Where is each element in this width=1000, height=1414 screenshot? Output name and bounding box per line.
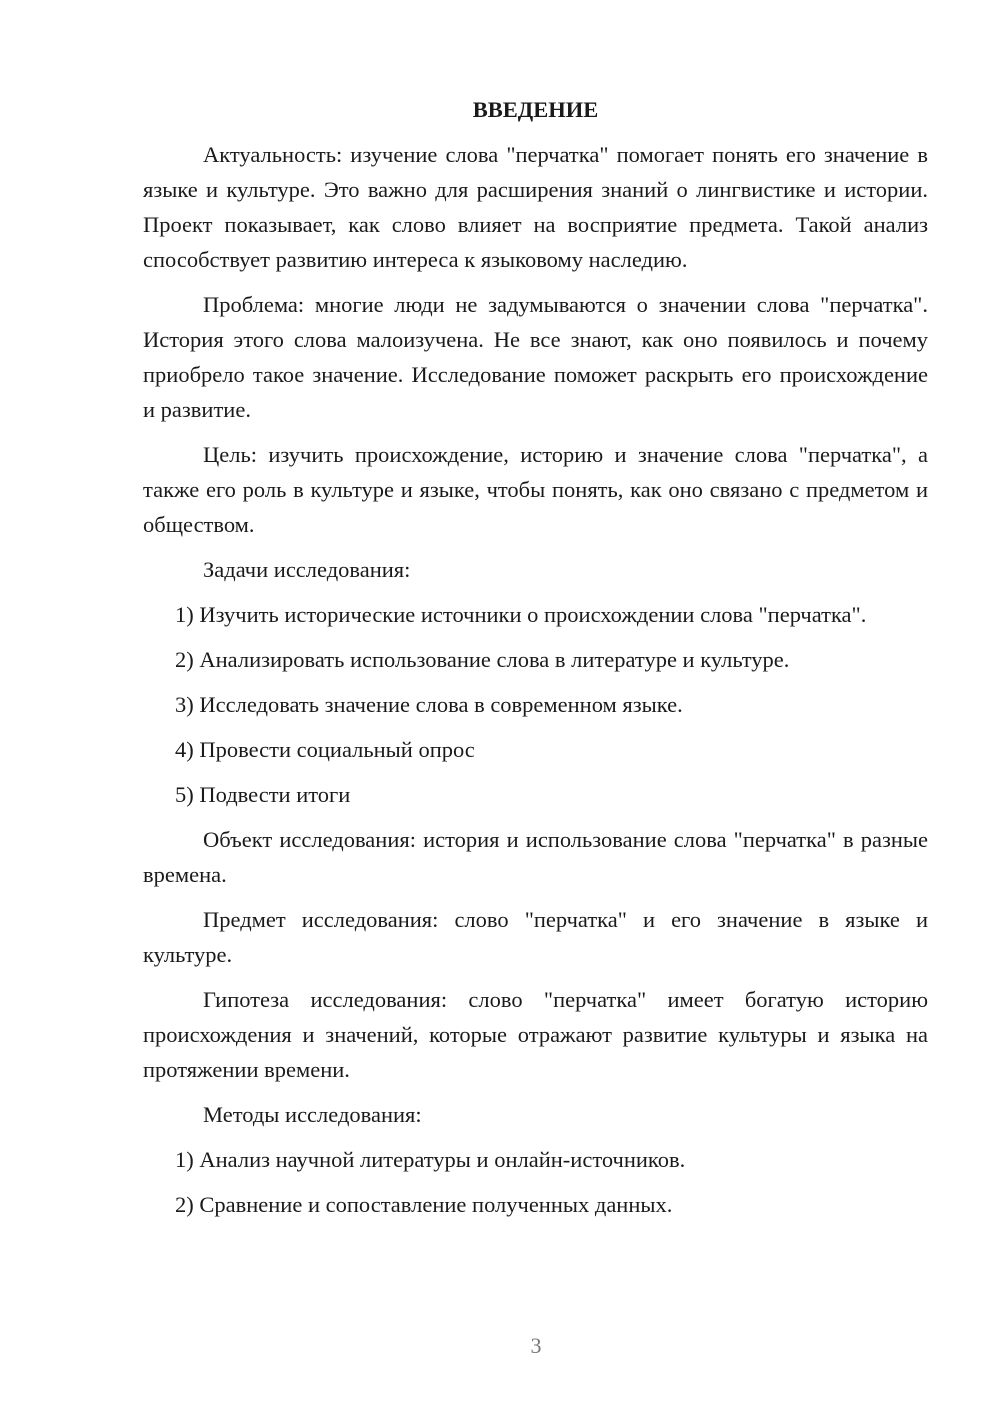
task-item: 2) Анализировать использование слова в литературе и культуре. — [175, 647, 790, 672]
methods-heading: Методы исследования: — [203, 1102, 422, 1127]
problem-paragraph: Проблема: многие люди не задумываются о значении слова "перчатка". История этого слова малоизучена. Не все знают, как оно появилось и почему приобрело такое значение. Исследование поможет раскрыть его происхождение и развитие. — [143, 292, 928, 422]
subject-paragraph: Предмет исследования: слово "перчатка" и его значение в языке и культуре. — [143, 907, 928, 967]
page-title: ВВЕДЕНИЕ — [472, 97, 599, 122]
relevance-paragraph: Актуальность: изучение слова "перчатка" помогает понять его значение в языке и культуре. Это важно для расширения знаний о лингвистике и истории. Проект показывает, как слово влияет на восприятие предмета. Такой анализ способствует развитию интереса к языковому наследию. — [143, 142, 928, 272]
tasks-heading: Задачи исследования: — [203, 557, 411, 582]
hypothesis-paragraph: Гипотеза исследования: слово "перчатка" имеет богатую историю происхождения и значений, которые отражают развитие культуры и языка на протяжении времени. — [143, 987, 928, 1082]
task-item: 3) Исследовать значение слова в современном языке. — [175, 692, 683, 717]
goal-paragraph: Цель: изучить происхождение, историю и значение слова "перчатка", а также его роль в культуре и языке, чтобы понять, как оно связано с предметом и обществом. — [143, 442, 928, 537]
task-item: 4) Провести социальный опрос — [175, 737, 475, 762]
task-item: 5) Подвести итоги — [175, 782, 351, 807]
page-content — [143, 92, 928, 1232]
task-item: 1) Изучить исторические источники о происхождении слова "перчатка". — [175, 602, 867, 627]
page-number: 3 — [530, 1333, 542, 1358]
method-item: 1) Анализ научной литературы и онлайн-источников. — [175, 1147, 686, 1172]
object-paragraph: Объект исследования: история и использование слова "перчатка" в разные времена. — [143, 827, 928, 887]
method-item: 2) Сравнение и сопоставление полученных данных. — [175, 1192, 673, 1217]
